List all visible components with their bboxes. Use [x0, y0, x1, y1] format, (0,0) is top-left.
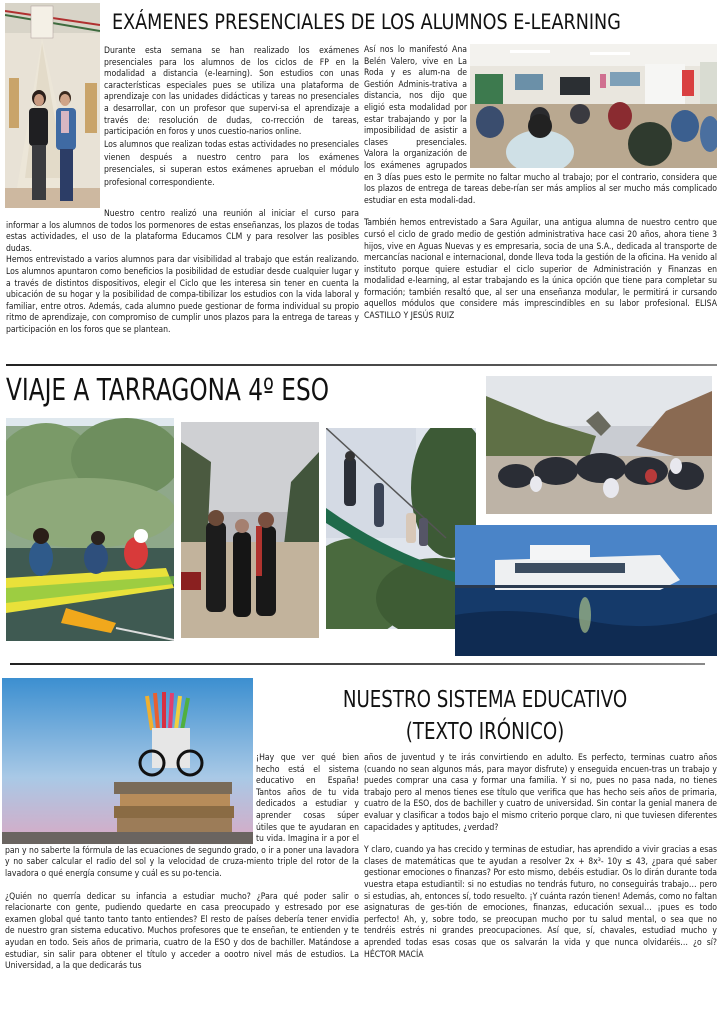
photo-students-christmas-tree	[5, 3, 100, 208]
article-title-examenes: EXÁMENES PRESENCIALES DE LOS ALUMNOS E-LEARNING	[112, 10, 621, 34]
article1-paragraph-3: Nuestro centro realizó una reunión al iniciar el curso para informar a los alumnos de todos los pormenores de estas enseñanzas, los plazos de todas estas actividades, el uso de la plataforma Educamos CLM y para resolver las posibles dudas.	[6, 209, 359, 254]
article3-paragraph-3: años de juventud y te irás convirtiendo en adulto. Es perfecto, terminas cuatro años (cuando no sean algunos más, para mayor disfrute) y enseguida encuen-tras un trabajo y puedes comprar una casa y formar una familia. Y si no, pues no pasa nada, no tienes trabajo pero al menos tienes ese título que verifica que has hecho seis años de primaria, cuatro de la ESO, dos de bachiller y cuatro de universidad. Sin contar la genial manera de evaluar y clasificar a todos bajo el mismo criterio porque claro, ni que tuviesen diferentes capacidades y aptitudes, ¿verdad?	[364, 753, 717, 833]
float-spacer	[467, 45, 717, 169]
photo-kayak	[6, 418, 174, 641]
section-divider-2	[10, 663, 705, 665]
article-title-viaje-tarragona: VIAJE A TARRAGONA 4º ESO	[6, 373, 329, 408]
article1-column1-bottom	[6, 209, 359, 337]
article1-paragraph-4: Hemos entrevistado a varios alumnos para dar visibilidad al trabajo que están realizando. Los alumnos apuntaron como beneficios la posibilidad de estudiar desde cualquier lugar y a través de distintos dispositivos, elegir el Ciclo que les interesa sin tener en cuenta la ubicación de su hogar y la posibilidad de compa-tibilizar los estudios con la vida laboral y familiar, entre otros. Además, cada alumno puede gestionar de forma individual su propio ritmo de aprendizaje, con compromiso de cumplir unos plazos para la entrega de tareas y participación en los foros que se plantean.	[6, 255, 359, 335]
photo-wetsuits	[181, 422, 319, 638]
article3-column1	[5, 753, 359, 973]
article-title-line-2: (TEXTO IRÓNICO)	[405, 719, 565, 745]
article3-paragraph-1	[5, 753, 359, 881]
article-title-line-1: NUESTRO SISTEMA EDUCATIVO	[342, 687, 628, 713]
article1-column2	[364, 45, 717, 323]
article1-paragraph-5-text: Así nos lo manifestó Ana Belén Valero, vive en La Roda y es alum-na de Gestión Adminis-trativa a distancia, nos dijo que eligió esta modalidad por estar trabajando y por la imposibilidad de asistir a clases presenciales. Valora la organización de los exámenes agrupados en 3 días pues esto le permite no faltar mucho al trabajo; por el contrario, considera que los plazos de entrega de tareas debe-rían ser más amplios al ser mucho más complicado estudiar en esta modali-dad.	[364, 45, 717, 206]
article1-paragraph-6: También hemos entrevistado a Sara Aguilar, una antigua alumna de nuestro centro que cursó el ciclo de grado medio de gestión administrativa hace casi 20 años, ahora tiene 3 hijos, vive en Aguas Nuevas y es empresaria, socia de una S.A., dedicada al transporte de mercancías nacional e internacional, donde lleva toda la gestión de la oficina. Ha venido al instituto porque quiere estudiar el ciclo superior de Administración y Finanzas en modalidad e-learning, al estar trabajando es la única opción que tiene para completar su formación; también resaltó que, al ser una enseñanza modular, le permitirá ir cursando aquellos módulos que considere más imprescindibles en su labor profesional. ELISA CASTILLO Y JESÚS RUIZ	[364, 218, 717, 322]
article3-column2	[364, 753, 717, 961]
photo-rope-bridge	[326, 428, 476, 629]
article1-paragraph-5	[364, 45, 717, 207]
article3-paragraph-2: ¿Quién no querría dedicar su infancia a estudiar mucho? ¿Para qué poder salir o relacionarte con gente, pudiendo quedarte en casa preocupado y estresado por ese examen global qué tanto tanto tanto entiendes? El resto de países debería tener envidia de nuestro gran sistema educativo. Muchos profesores que te enseñan, te entienden y te ayudan en todo. Seis años de primaria, cuatro de la ESO y dos de bachiller. Matándose a estudiar, sin salir para obtener el título y acceder a oootro nivel más de estudios. La Universidad, a la que dedicarás tus	[5, 891, 359, 972]
section-divider-1	[6, 364, 717, 366]
article1-paragraph-2: Los alumnos que realizan todas estas actividades no presenciales vienen después a nuestro centro para los exámenes presenciales, si superan estos exámenes aprueban el módulo profesional correspondiente.	[104, 139, 359, 189]
article3-paragraph-1-text: ¡Hay que ver qué bien hecho está el sistema educativo en España! Tantos años de tu vida dedicados a estudiar y aprender cosas súper útiles que te ayudaran en tu vida. Imagina ir a por el pan y no saberte la fórmula de las ecuaciones de segundo grado, o ir a poner una lavadora y no saber calcular el radio del sol y la velocidad de cruza-miento triple del rotor de la lavadora o qué energía consume y cuál es su po-tencia.	[5, 753, 359, 879]
article1-column1-top	[104, 46, 359, 190]
article1-paragraph-1: Durante esta semana se han realizado los exámenes presenciales para los alumnos de los ciclos de FP en la modalidad a distancia (e-learning). Son estudios con unas características especiales pues se utiliza una plataforma de aprendizaje con las unidades didácticas y tareas no presenciales a desarrollar, con un profesor que supervi-sa el aprendizaje a través de: resolución de dudas, co-rrección de tareas, participación en foros y unos cuestio-narios online.	[104, 46, 359, 138]
float-spacer	[5, 753, 256, 843]
article3-paragraph-4: Y claro, cuando ya has crecido y terminas de estudiar, has aprendido a vivir gracias a esas clases de matemáticas que te ayudan a resolver 2x + 8x³- 10y ≤ 43, ¿para qué saber gestionar emociones o finanzas? Por esto mismo, debéis estudiar. Os lo dirán durante toda vuestra etapa estudiantil: si no estudias no tendrás futuro, no conseguirás trabajo… pero si estudias, ah, entonces sí, todo resuelto. ¡Y cuánta razón tienen! Además, como no faltan asignaturas de ges-tión de emociones, finanzas, educación sexual… ¡pues es todo perfecto! Ah, y, sobre todo, se preocupan mucho por tu salud mental, o sea que no tendréis estrés ni grandes preocupaciones. Así que, sí, chavales, estudiad mucho y aprended todas esas cosas que os salvarán la vida y que nunca olvidaréis… ¿o sí? HÉCTOR MACÍA	[364, 845, 717, 960]
photo-group-mountains	[486, 376, 712, 514]
article-title-sistema-educativo	[289, 684, 681, 748]
photo-boat-swimming	[455, 525, 717, 656]
